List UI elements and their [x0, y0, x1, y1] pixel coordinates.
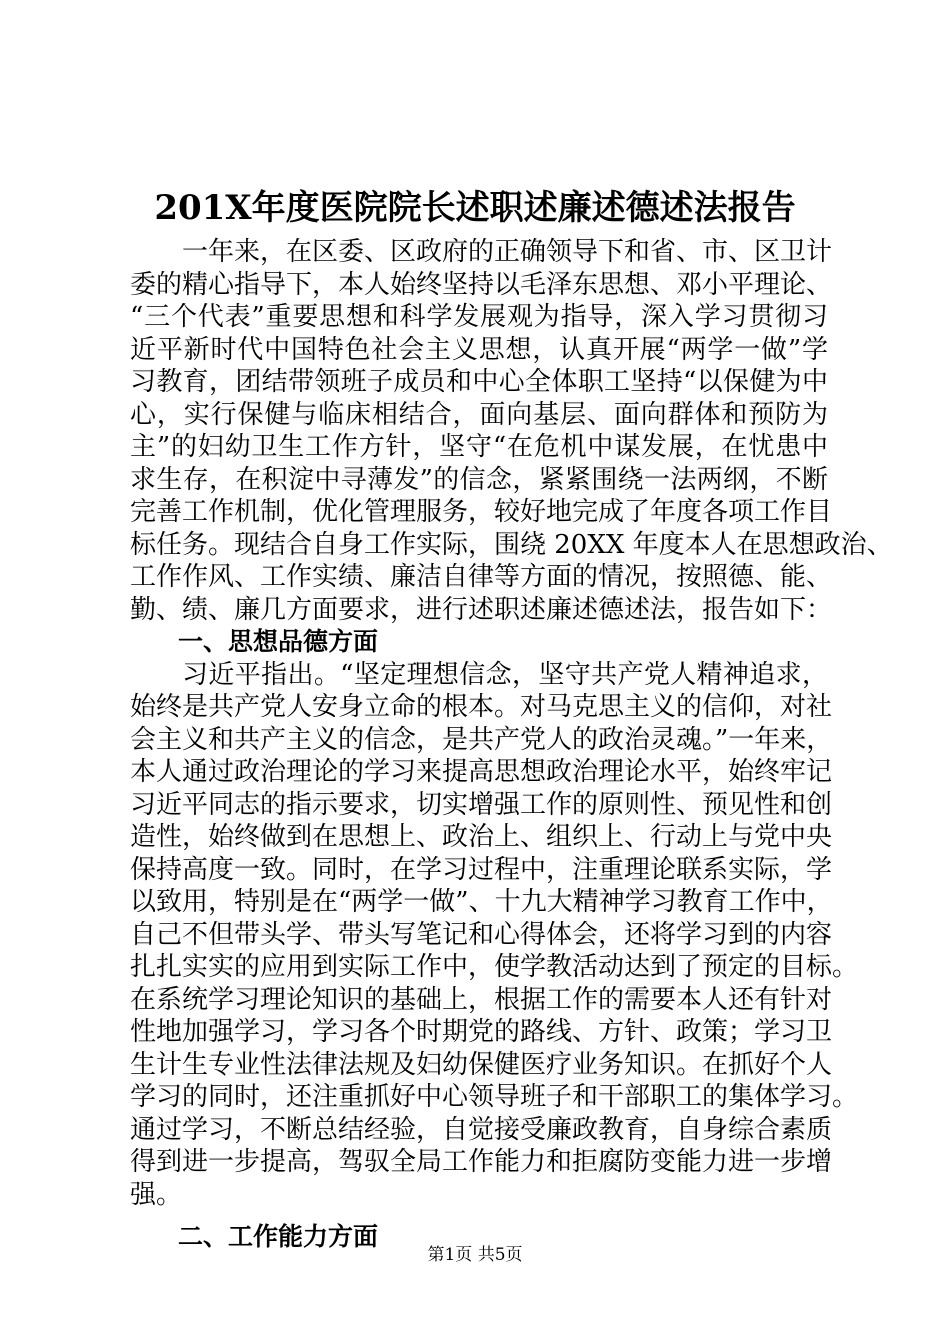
paragraph-line: 会主义和共产主义的信念，是共产党人的政治灵魂。”一年来，	[130, 724, 833, 755]
paragraph-line: 得到进一步提高，驾驭全局工作能力和拒腐防变能力进一步增	[130, 1147, 833, 1177]
paragraph-line: 委的精心指导下，本人始终坚持以毛泽东思想、邓小平理论、	[130, 269, 833, 300]
paragraph-line: 勤、绩、廉几方面要求，进行述职述廉述德述法，报告如下：	[130, 594, 833, 625]
paragraph-line: 一年来，在区委、区政府的正确领导下和省、市、区卫计	[182, 237, 833, 267]
paragraph-intro	[130, 236, 893, 626]
paragraph-line: 工作作风、工作实绩、廉洁自律等方面的情况，按照德、能、	[130, 562, 833, 592]
paragraph-line: 强。	[130, 1179, 183, 1210]
paragraph-line: 完善工作机制，优化管理服务，较好地完成了年度各项工作目	[130, 497, 833, 527]
paragraph-line: 心，实行保健与临床相结合，面向基层、面向群体和预防为	[130, 399, 828, 430]
paragraph-line: 自己不但带头学、带头写笔记和心得体会，还将学习到的内容	[130, 919, 833, 950]
paragraph-line: 生计生专业性法律法规及妇幼保健医疗业务知识。在抓好个人	[130, 1049, 833, 1080]
paragraph-line: 始终是共产党人安身立命的根本。对马克思主义的信仰，对社	[130, 692, 833, 722]
paragraph-line: 近平新时代中国特色社会主义思想，认真开展“两学一做”学	[130, 334, 828, 365]
paragraph-line: 通过学习，不断总结经验，自觉接受廉政教育，自身综合素质	[130, 1114, 833, 1145]
document-body	[130, 236, 893, 1254]
paragraph-line: 主”的妇幼卫生工作方针，坚守“在危机中谋发展，在忧患中	[130, 432, 828, 462]
paragraph-line: 保持高度一致。同时，在学习过程中，注重理论联系实际，学	[130, 854, 833, 885]
paragraph-line: 以致用，特别是在“两学一做”、十九大精神学习教育工作中，	[130, 887, 833, 917]
paragraph-line: 本人通过政治理论的学习来提高思想政治理论水平，始终牢记	[130, 757, 833, 787]
paragraph-line: 习教育，团结带领班子成员和中心全体职工坚持“以保健为中	[130, 367, 828, 397]
paragraph-line: 标任务。现结合自身工作实际，围绕 20XX 年度本人在思想政治、	[130, 529, 893, 560]
paragraph-line: 习近平指出。“坚定理想信念，坚守共产党人精神追求，	[182, 659, 828, 690]
paragraph-line: 习近平同志的指示要求，切实增强工作的原则性、预见性和创	[130, 789, 833, 820]
paragraph-line: “三个代表”重要思想和科学发展观为指导，深入学习贯彻习	[130, 302, 828, 332]
section-heading-2: 二、工作能力方面	[178, 1222, 379, 1251]
paragraph-line: 性地加强学习，学习各个时期党的路线、方针、政策；学习卫	[130, 1017, 833, 1047]
paragraph-line: 求生存，在积淀中寻薄发”的信念，紧紧围绕一法两纲，不断	[130, 464, 828, 495]
paragraph-line: 造性，始终做到在思想上、政治上、组织上、行动上与党中央	[130, 822, 833, 852]
paragraph-section-1	[130, 659, 859, 1212]
page-number-footer: 第1页 共5页	[427, 1245, 523, 1265]
paragraph-line: 扎扎实实的应用到实际工作中，使学教活动达到了预定的目标。	[130, 952, 859, 982]
paragraph-line: 学习的同时，还注重抓好中心领导班子和干部职工的集体学习。	[130, 1082, 859, 1112]
paragraph-line: 在系统学习理论知识的基础上，根据工作的需要本人还有针对	[130, 984, 833, 1015]
document-title: 201X年度医院院长述职述廉述德述法报告	[154, 188, 796, 228]
section-heading-1: 一、思想品德方面	[178, 627, 379, 656]
